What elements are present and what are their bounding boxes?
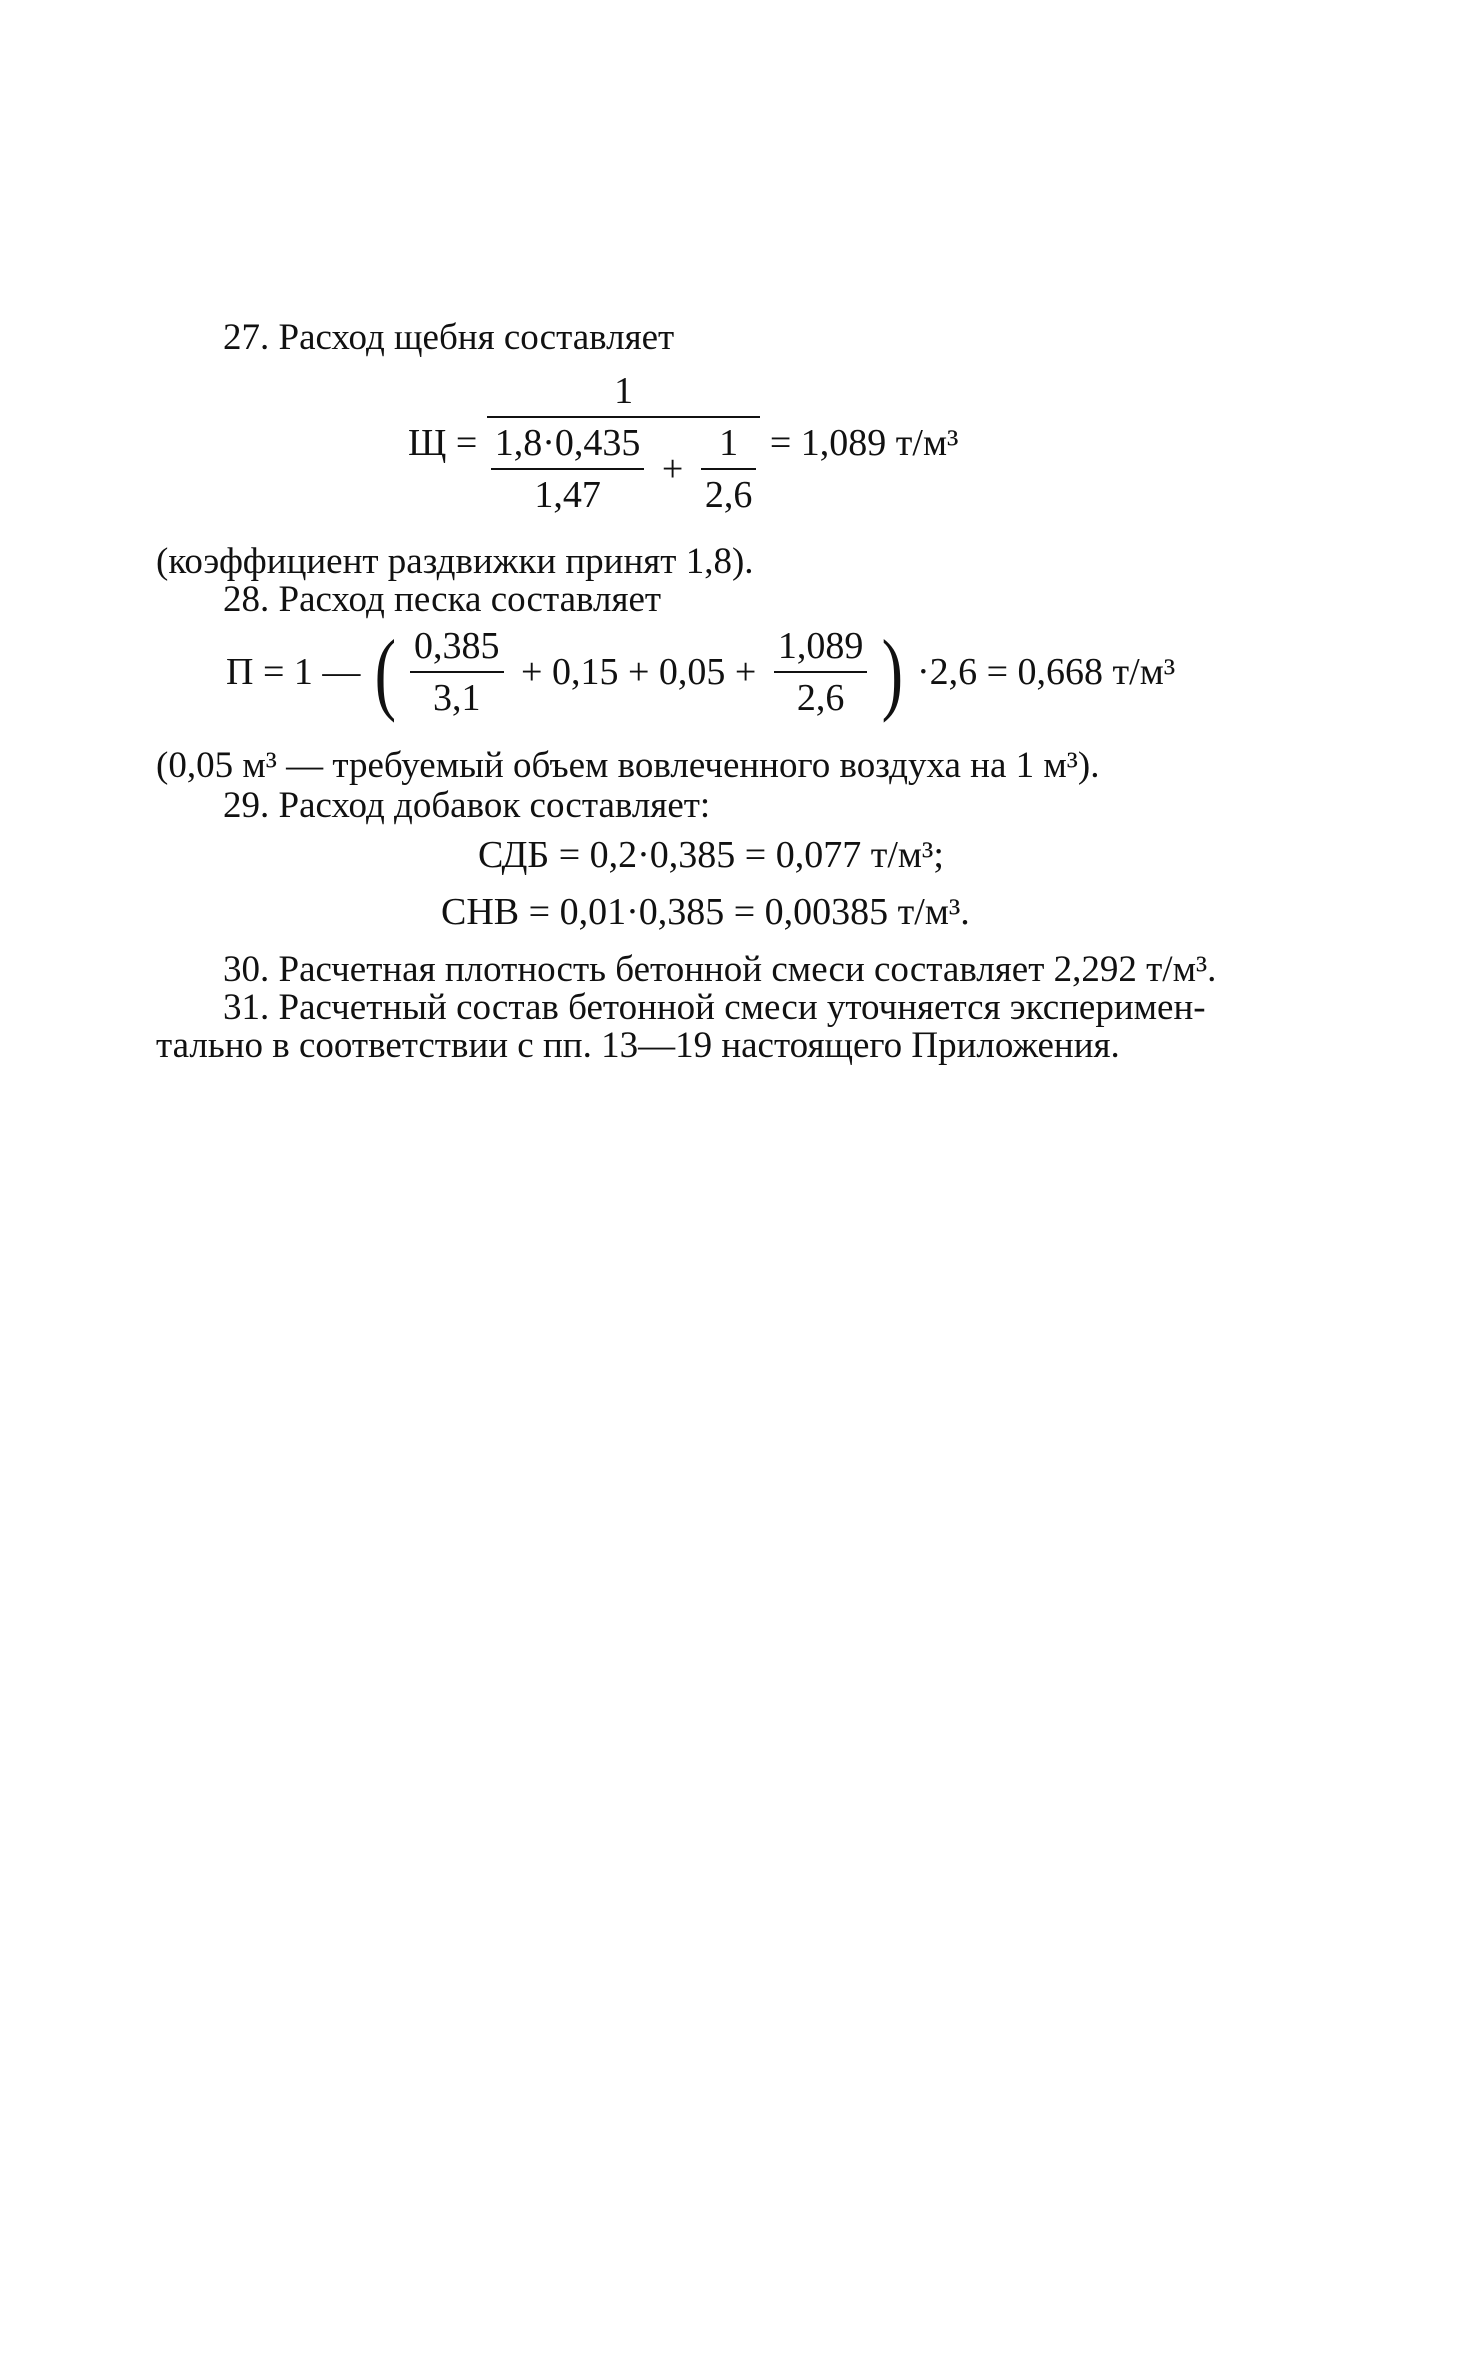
formula-27-result: = 1,089 т/м³ bbox=[769, 422, 959, 464]
formula-snv: СНВ = 0,01·0,385 = 0,00385 т/м³. bbox=[441, 891, 970, 933]
item-31-line-1-text: 31. Расчетный состав бетонной смеси уточняется эксперимен- bbox=[223, 987, 1206, 1028]
plus-sign: + bbox=[661, 448, 684, 490]
formula-28-result: ·2,6 = 0,668 т/м³ bbox=[916, 651, 1176, 693]
formula-27-numerator: 1 bbox=[614, 370, 634, 412]
fraction-bar bbox=[487, 416, 761, 418]
formula-sdb: СДБ = 0,2·0,385 = 0,077 т/м³; bbox=[478, 834, 944, 876]
formula-28-fraction-b bbox=[774, 627, 868, 717]
item-28-heading: 28. Расход песка составляет bbox=[223, 579, 662, 620]
formula-28-a-denominator: 3,1 bbox=[433, 677, 481, 719]
right-parenthesis: ) bbox=[881, 621, 903, 723]
formula-27-second-denominator: 2,6 bbox=[704, 474, 753, 516]
item-28-note: (0,05 м³ — требуемый объем вовлеченного воздуха на 1 м³). bbox=[156, 745, 1100, 786]
fraction-bar bbox=[410, 671, 504, 673]
formula-27-lhs: Щ = bbox=[408, 422, 478, 464]
item-27-heading: 27. Расход щебня составляет bbox=[223, 317, 675, 358]
formula-crushed-stone bbox=[408, 372, 958, 514]
formula-27-inner-denominator: 1,47 bbox=[534, 474, 601, 516]
left-parenthesis: ( bbox=[374, 621, 396, 723]
formula-27-inner-fraction bbox=[491, 424, 645, 514]
formula-27-denominator bbox=[487, 424, 761, 514]
formula-28-a-numerator: 0,385 bbox=[414, 625, 500, 667]
item-31-line-2: тально в соответствии с пп. 13—19 настоящего Приложения. bbox=[156, 1025, 1120, 1066]
item-30-text: 30. Расчетная плотность бетонной смеси составляет 2,292 т/м³. bbox=[223, 949, 1217, 990]
formula-27-second-fraction bbox=[701, 424, 757, 514]
formula-28-fraction-a bbox=[410, 627, 504, 717]
formula-27-main-fraction bbox=[487, 372, 761, 514]
fraction-bar bbox=[491, 468, 645, 470]
formula-28-middle-terms: + 0,15 + 0,05 + bbox=[521, 651, 757, 693]
formula-28-b-numerator: 1,089 bbox=[777, 625, 864, 667]
formula-28-b-denominator: 2,6 bbox=[796, 677, 845, 719]
item-27-note: (коэффициент раздвижки принят 1,8). bbox=[156, 541, 754, 582]
item-29-heading: 29. Расход добавок составляет: bbox=[223, 785, 711, 826]
formula-27-inner-numerator: 1,8·0,435 bbox=[494, 422, 641, 464]
formula-28-lhs: П = 1 — bbox=[226, 651, 361, 693]
formula-sand bbox=[226, 621, 1176, 723]
fraction-bar bbox=[774, 671, 868, 673]
formula-27-second-numerator: 1 bbox=[719, 422, 739, 464]
fraction-bar bbox=[701, 468, 757, 470]
